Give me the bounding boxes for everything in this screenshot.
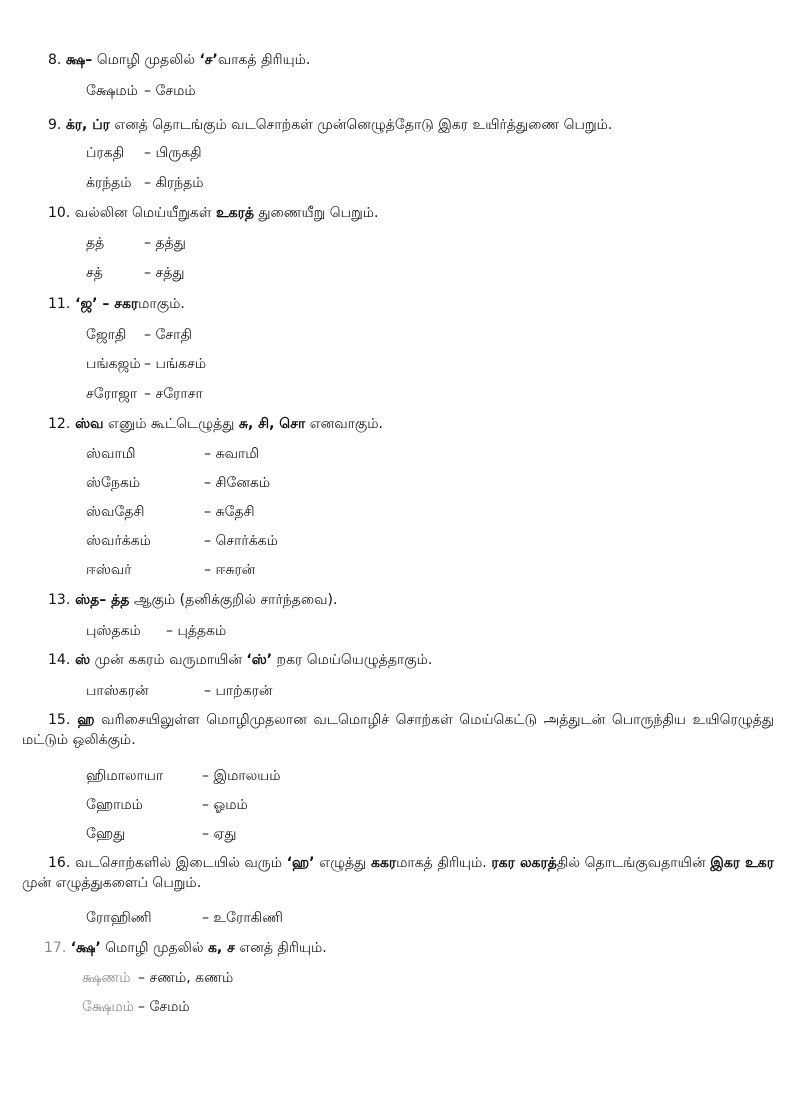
rule-text: வாகத் திரியும். <box>217 52 311 68</box>
example-row <box>86 531 278 551</box>
example-source: ஹோமம் <box>86 797 143 813</box>
example-source: ப்ரகதி <box>86 145 125 161</box>
example-target: – சணம், கணம் <box>138 970 234 986</box>
example-row <box>86 233 186 253</box>
rule-text: ஸ் <box>70 652 91 668</box>
rule-17 <box>44 938 764 958</box>
example-source: தத் <box>86 235 105 251</box>
rule-text: மொழி முதலில் <box>92 52 200 68</box>
example-target: – சொர்க்கம் <box>204 533 278 549</box>
rule-text: ஸ்வ <box>70 416 104 432</box>
rule-text: முன் ககரம் வருமாயின் <box>90 652 247 668</box>
example-source: க்ஷேமம் <box>82 999 134 1015</box>
example-target: – சேமம் <box>138 999 190 1015</box>
rule-text: ‘ஸ்’ <box>246 652 273 668</box>
rule-14 <box>48 650 768 670</box>
rule-text: துணையீறு பெறும். <box>253 205 379 221</box>
rule-9 <box>48 115 768 135</box>
example-row <box>86 824 237 844</box>
rule-number: 17. <box>44 940 67 956</box>
rule-text: எனும் கூட்டெழுத்து <box>103 416 239 432</box>
example-target: – பிருகதி <box>144 145 202 161</box>
rule-text: றகர மெய்யெழுத்தாகும். <box>272 652 433 668</box>
rule-text: ‘ச’ <box>199 52 218 68</box>
example-row <box>86 81 196 101</box>
example-row <box>86 560 255 580</box>
rule-number: 8. <box>48 52 62 68</box>
rule-number: 14. <box>48 652 71 668</box>
example-row <box>86 795 248 815</box>
rule-text: மொழி முதலில் <box>100 940 208 956</box>
rule-text: எழுத்து <box>314 855 371 871</box>
rule-text: உகரத் <box>215 205 254 221</box>
example-target: – உரோகிணி <box>202 910 283 926</box>
rule-text: ஆகும் (தனிக்குறில் சார்ந்தவை). <box>129 592 338 608</box>
rule-text: ரகர லகரத் <box>491 855 557 871</box>
example-target: – புத்தகம் <box>166 623 227 639</box>
rule-text: ஹ <box>70 712 95 728</box>
rule-number: 9. <box>48 117 62 133</box>
example-target: – ஏது <box>202 826 237 842</box>
example-row <box>86 502 255 522</box>
rule-text: வல்லின மெய்யீறுகள் <box>70 205 216 221</box>
example-source: ஈஸ்வர் <box>86 562 132 578</box>
rule-text: ‘க்ஷ’ <box>70 940 101 956</box>
example-row <box>86 444 259 464</box>
rule-13 <box>48 590 768 610</box>
example-target: – ஈசுரன் <box>204 562 256 578</box>
rule-number: 11. <box>48 296 71 312</box>
example-row <box>86 325 192 345</box>
rule-text: ‘ஜ’ – சகர <box>70 296 139 312</box>
rule-15 <box>22 710 774 750</box>
example-source: க்ரந்தம் <box>86 175 132 191</box>
example-target: – இமாலயம் <box>202 768 281 784</box>
example-target: – சேமம் <box>144 83 196 99</box>
example-target: – தத்து <box>144 235 186 251</box>
rule-text: எனத் தொடங்கும் வடசொற்கள் முன்னெழுத்தோடு இகர உயிர்த்துணை பெறும். <box>109 117 613 133</box>
rule-text: ககர <box>370 855 397 871</box>
example-target: – ஓமம் <box>202 797 248 813</box>
example-source: பங்கஜம் <box>86 356 141 372</box>
example-row <box>86 354 206 374</box>
example-source: ஹேது <box>86 826 126 842</box>
example-row <box>86 766 281 786</box>
example-source: சரோஜா <box>86 386 138 402</box>
example-target: – பாற்கரன் <box>204 683 273 699</box>
rule-number: 16. <box>48 855 71 871</box>
rule-number: 15. <box>48 712 71 728</box>
example-source: க்ஷேமம் <box>86 83 138 99</box>
example-source: சத் <box>86 265 103 281</box>
rule-text: க, ச <box>207 940 235 956</box>
example-target: – கிரந்தம் <box>144 175 204 191</box>
example-source: க்ஷணம் <box>82 970 131 986</box>
example-row <box>82 968 233 988</box>
rule-text: க்ர, ப்ர <box>65 117 110 133</box>
example-row <box>86 173 204 193</box>
example-source: ஜோதி <box>86 327 127 343</box>
rule-text: வடசொற்களில் இடையில் வரும் <box>70 855 287 871</box>
example-source: புஸ்தகம் <box>86 623 141 639</box>
rule-text: முன் எழுத்துகளைப் பெறும். <box>22 875 202 891</box>
rule-text: ‘ஹ’ <box>286 855 315 871</box>
example-row <box>86 143 202 163</box>
rule-text: தில் தொடங்குவதாயின் <box>556 855 711 871</box>
rule-text: மாகத் திரியும். <box>396 855 492 871</box>
rule-text: எனத் திரியும். <box>234 940 327 956</box>
example-row <box>86 473 270 493</box>
example-target: – பங்கசம் <box>144 356 207 372</box>
rule-text: மாகும். <box>138 296 185 312</box>
rule-number: 13. <box>48 592 71 608</box>
rule-16 <box>22 853 774 893</box>
rule-text: ஸ்த– த்த <box>70 592 130 608</box>
rule-text: இகர உகர <box>710 855 774 871</box>
example-row <box>82 997 190 1017</box>
example-source: ஸ்வதேசி <box>86 504 145 520</box>
example-source: ஸ்நேகம் <box>86 475 141 491</box>
example-row <box>86 384 203 404</box>
rule-11 <box>48 294 768 314</box>
example-target: – சோதி <box>144 327 192 343</box>
rule-text: எனவாகும். <box>305 416 384 432</box>
rule-12 <box>48 414 768 434</box>
rule-text: க்ஷ– <box>65 52 93 68</box>
example-target: – சினேகம் <box>204 475 271 491</box>
example-target: – சரோசா <box>144 386 203 402</box>
rule-number: 10. <box>48 205 71 221</box>
example-source: ஸ்வர்க்கம் <box>86 533 151 549</box>
rule-8 <box>48 50 768 70</box>
rule-text: சு, சி, சொ <box>238 416 306 432</box>
example-row <box>86 263 184 283</box>
example-target: – சுவாமி <box>204 446 260 462</box>
example-source: பாஸ்கரன் <box>86 683 149 699</box>
example-row <box>86 908 283 928</box>
example-target: – சத்து <box>144 265 185 281</box>
example-target: – சுதேசி <box>204 504 255 520</box>
rule-10 <box>48 203 768 223</box>
example-source: ரோஹிணி <box>86 910 152 926</box>
rule-text: வரிசையிலுள்ள மொழிமுதலான வடமொழிச் சொற்கள் மெய்கெட்டு அத்துடன் பொருந்திய உயிரெழுத்து மட்டும் ஒலிக்கும். <box>22 712 774 748</box>
example-row <box>86 621 226 641</box>
rule-number: 12. <box>48 416 71 432</box>
example-row <box>86 681 272 701</box>
example-source: ஹிமாலாயா <box>86 768 164 784</box>
example-source: ஸ்வாமி <box>86 446 136 462</box>
